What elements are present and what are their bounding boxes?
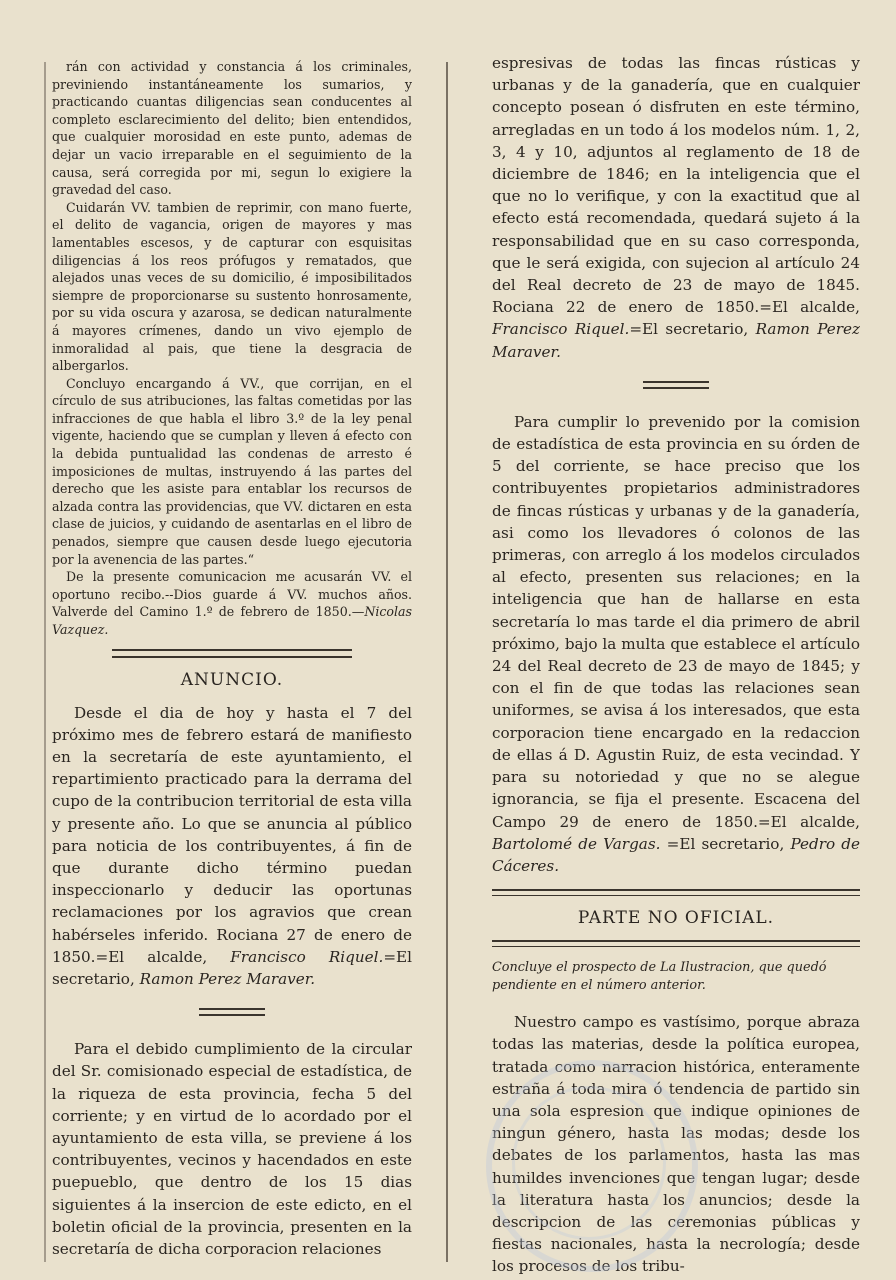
edict-text: espresivas de todas las fincas rústicas y urbanas y de la ganadería, que en cualquier concepto posean ó disfruten en este término, arregladas en un todo á los modelos núm. 1, 2, 3, 4 y 10, adjuntos al reglamento de 18 de diciembre de 1846; en la inteligencia que el que no lo verifique, y con la exactitud que al efecto está recomendada, quedará sujeto á la responsabilidad que en su caso corresponda, que le será exigida, con sujecion al artículo 24 del Real decreto de 23 de mayo de 1845. Rociana 22 de enero de 1850.=El alcalde,	[492, 54, 860, 317]
left-margin-rule	[44, 62, 46, 1262]
parte-no-oficial-heading: PARTE NO OFICIAL.	[577, 908, 775, 929]
anuncio-heading: ANUNCIO.	[180, 669, 284, 690]
paragraph: rán con actividad y constancia á los criminales, previniendo instantáneamente los sumarios, y practicando cuantas diligencias sean conducentes al completo esclarecimiento del delito; bien entendidos, que cualquier morosidad en este punto, ademas de dejar un vacio irreparable en el seguimiento de la causa, será corregida por mi, segun lo exigiere la gravedad del caso.	[52, 59, 412, 198]
signature-separator: =El secretario,	[660, 834, 791, 853]
edict-paragraph	[492, 52, 860, 363]
short-divider	[199, 1008, 265, 1016]
signature: Francisco Riquel.	[492, 320, 630, 339]
paragraph: Concluyo encargando á VV., que corrijan, en el círculo de sus atribuciones, las faltas cometidas por las infracciones de que habla el libro 3.º de la ley penal vigente, haciendo que se cumplan y lleven á efecto con la debida puntualidad las condenas de arresto é imposiciones de multas, instruyendo á las partes del derecho que les asiste para entablar los recursos de alzada contra las providencias, que VV. dictaren en esta clase de juicios, y cuidando de asentarlas en el libro de penados, siempre que causen desde luego ejecutoria por la avenencia de las partes.“	[52, 375, 412, 567]
section-divider	[492, 889, 860, 896]
signature: Bartolomé de Vargas.	[492, 834, 661, 853]
edict-continuation	[492, 52, 860, 877]
paragraph: Cuidarán VV. tambien de reprimir, con mano fuerte, el delito de vagancia, origen de mayores y mas lamentables escesos, y de capturar con esquisitas diligencias á los reos prófugos y rematados, que alejados unas veces de su domicilio, é imposibilitados siempre de proporcionarse su sustento honrosamente, por su vida oscura y azarosa, se dedican naturalmente á mayores crímenes, dando un vivo ejemplo de inmoralidad al pais, que tiene la desgracia de albergarlos.	[52, 199, 412, 374]
closing-paragraph	[52, 568, 412, 638]
signature: Nicolas Vazquez.	[52, 604, 412, 637]
signature-separator: =El secretario,	[52, 947, 412, 989]
signature-separator: =El secretario,	[629, 320, 756, 339]
section-divider	[112, 649, 352, 658]
signature: Francisco Riquel.	[230, 947, 384, 966]
signature: Ramon Perez Maraver.	[139, 970, 316, 989]
closing-text: De la presente comunicacion me acusarán VV. el oportuno recibo.--Dios guarde á VV. muchos años. Valverde del Camino 1.º de febrero de 1850.—	[52, 569, 412, 620]
escacena-text: Para cumplir lo prevenido por la comision de estadística de esta provincia en su órden de 5 del corriente, se hace preciso que los contribuyentes propietarios administradores de fincas rústicas y urbanas y de la ganadería, asi como los llevadores ó colonos de las primeras, con arreglo á los modelos circulados al efecto, presenten sus relaciones; en la inteligencia que han de hallarse en esta secretaría lo mas tarde el dia primero de abril próximo, bajo la multa que establece el artículo 24 del Real decreto de 23 de mayo de 1845; y con el fin de que todas las relaciones sean uniformes, se avisa á los interesados, que esta corporacion tiene encargado en la redaccion de ellas á D. Agustin Ruiz, de esta vecindad. Y para su notoriedad y que no se alegue ignorancia, se fija el presente. Escacena del Campo 29 de enero de 1850.=El alcalde,	[492, 412, 860, 831]
left-column	[52, 58, 412, 1274]
escacena-paragraph	[492, 411, 860, 877]
circular-continuation	[52, 58, 412, 639]
prospecto-paragraph: Nuestro campo es vastísimo, porque abraza todas las materias, desde la política europea, tratada como narracion histórica, enteramente estraña á toda mira ó tendencia de partido sin una sola espresion que indique opiniones de ningun género, hasta las modas; desde los debates de los parlamentos, hasta las mas humildes invenciones que tengan lugar; desde la literatura hasta los anuncios; desde la descripcion de las ceremonias públicas y fiestas nacionales, hasta la necrología; desde los procesos de los tribu-	[492, 1013, 860, 1274]
section-divider	[492, 940, 860, 947]
library-stamp-inner-ring	[512, 1086, 666, 1240]
anuncio-text: Desde el dia de hoy y hasta el 7 del próximo mes de febrero estará de manifiesto en la secretaría de este ayuntamiento, el repartimiento practicado para la derrama del cupo de la contribucion territorial de esta villa y presente año. Lo que se anuncia al público para noticia de los contribuyentes, á fin de que durante dicho término puedan inspeccionarlo y deducir las oportunas reclamaciones por los agravios que crean habérseles inferido. Rociana 27 de enero de 1850.=El alcalde,	[52, 703, 412, 966]
anuncio-paragraph	[52, 702, 412, 991]
column-divider	[446, 62, 448, 1262]
anuncio-body	[52, 702, 412, 1261]
signature: Pedro de Cáceres.	[492, 834, 860, 875]
edict-paragraph: Para el debido cumplimiento de la circular del Sr. comisionado especial de estadística, de la riqueza de esta provincia, fecha 5 del corriente; y en virtud de lo acordado por el ayuntamiento de esta villa, se previene á los contribuyentes, vecinos y hacendados en este puepueblo, que dentro de los 15 dias siguientes á la insercion de este edicto, en el boletin oficial de la provincia, presenten en la secretaría de dicha corporacion relaciones	[52, 1040, 412, 1259]
short-divider	[643, 381, 709, 389]
signature: Ramon Perez Maraver.	[492, 320, 860, 361]
prospecto-note: Concluye el prospecto de La Ilustracion, que quedó pendiente en el número anterior.	[492, 960, 827, 994]
